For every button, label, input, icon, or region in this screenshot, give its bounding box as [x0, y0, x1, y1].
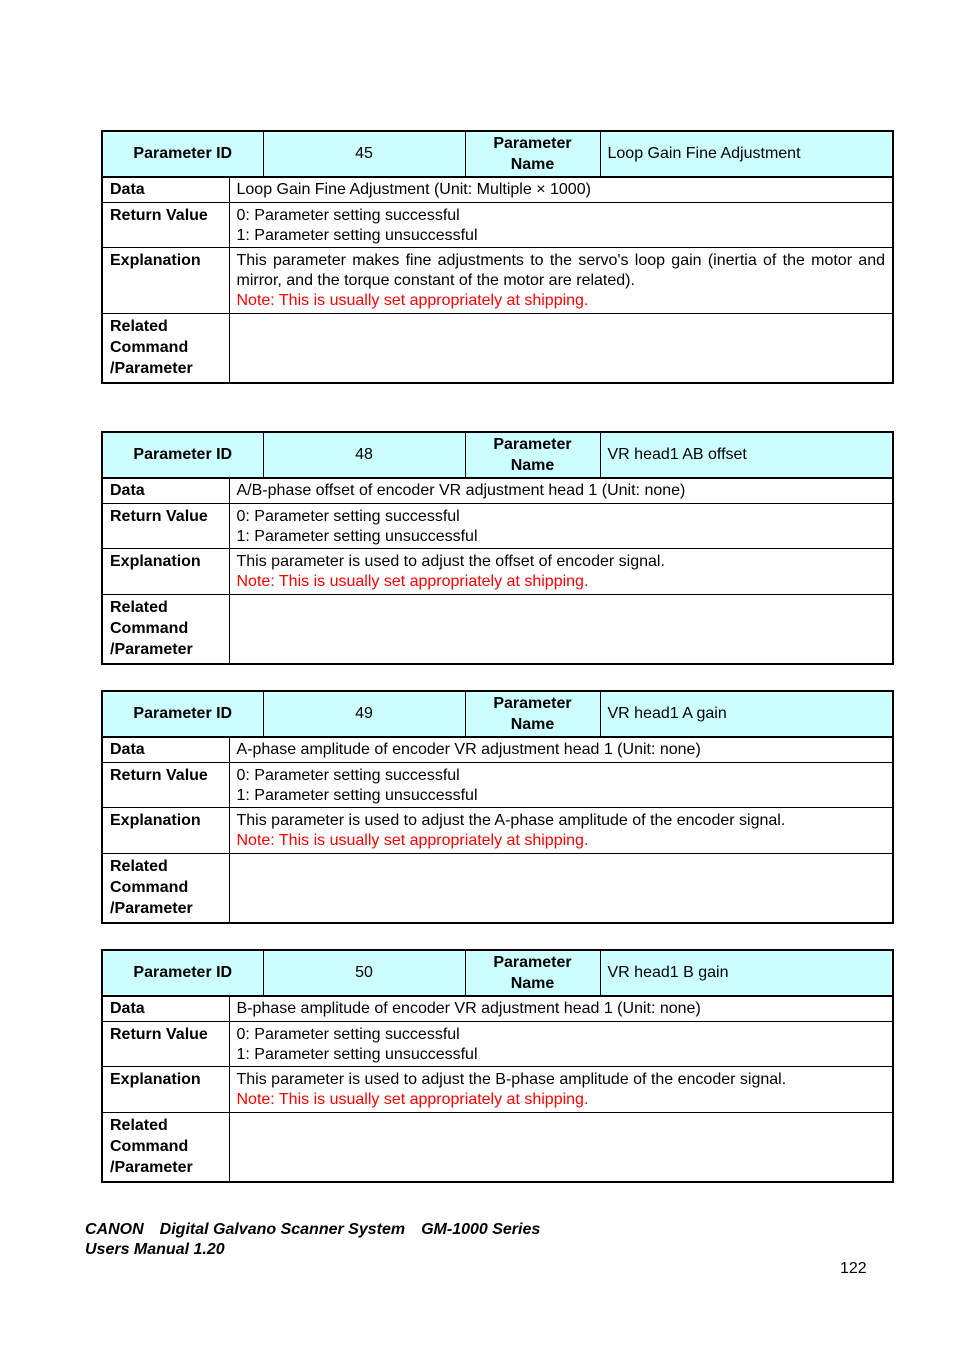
- explanation-cell: [229, 1067, 893, 1113]
- return-value-cell: [229, 203, 893, 248]
- related-command-label: Related Command /Parameter: [102, 854, 229, 924]
- shipping-note: Note: This is usually set appropriately at shipping.: [236, 1091, 589, 1108]
- shipping-note: Note: This is usually set appropriately at shipping.: [236, 573, 589, 590]
- return-value-success: 0: Parameter setting successful: [236, 1026, 460, 1043]
- parameter-name-value: VR head1 AB offset: [600, 432, 893, 478]
- data-label: Data: [102, 177, 229, 203]
- return-value-success: 0: Parameter setting successful: [236, 508, 460, 525]
- data-value: B-phase amplitude of encoder VR adjustment head 1 (Unit: none): [229, 996, 893, 1022]
- parameter-id-label: Parameter ID: [102, 950, 263, 996]
- return-value-failure: 1: Parameter setting unsuccessful: [236, 528, 478, 545]
- parameter-id-label: Parameter ID: [102, 432, 263, 478]
- related-command-value: [229, 314, 893, 384]
- data-label: Data: [102, 996, 229, 1022]
- explanation-cell: [229, 808, 893, 854]
- document-footer: [85, 1220, 540, 1260]
- related-command-value: [229, 854, 893, 924]
- data-value: Loop Gain Fine Adjustment (Unit: Multiple × 1000): [229, 177, 893, 203]
- return-value-label: Return Value: [102, 504, 229, 549]
- parameter-name-label: Parameter Name: [465, 432, 600, 478]
- return-value-label: Return Value: [102, 1022, 229, 1067]
- related-command-value: [229, 1113, 893, 1183]
- parameter-id-label: Parameter ID: [102, 131, 263, 177]
- parameter-table: [101, 130, 894, 384]
- parameter-id-value: 49: [263, 691, 465, 737]
- explanation-label: Explanation: [102, 549, 229, 595]
- data-value: A/B-phase offset of encoder VR adjustment head 1 (Unit: none): [229, 478, 893, 504]
- explanation-text: This parameter is used to adjust the offset of encoder signal.: [236, 553, 665, 570]
- return-value-failure: 1: Parameter setting unsuccessful: [236, 1046, 478, 1063]
- explanation-text: This parameter makes fine adjustments to the servo's loop gain (inertia of the motor and mirror, and the torque constant of the motor are related).: [236, 252, 885, 289]
- parameter-table: [101, 690, 894, 924]
- explanation-label: Explanation: [102, 1067, 229, 1113]
- related-command-label: Related Command /Parameter: [102, 1113, 229, 1183]
- footer-manual-version: Users Manual 1.20: [85, 1241, 225, 1258]
- data-label: Data: [102, 478, 229, 504]
- parameter-id-value: 48: [263, 432, 465, 478]
- parameter-table: [101, 949, 894, 1183]
- related-command-value: [229, 595, 893, 665]
- parameter-name-label: Parameter Name: [465, 950, 600, 996]
- shipping-note: Note: This is usually set appropriately at shipping.: [236, 292, 589, 309]
- parameter-name-label: Parameter Name: [465, 131, 600, 177]
- parameter-name-value: VR head1 A gain: [600, 691, 893, 737]
- parameter-name-label: Parameter Name: [465, 691, 600, 737]
- return-value-cell: [229, 1022, 893, 1067]
- parameter-name-value: VR head1 B gain: [600, 950, 893, 996]
- data-value: A-phase amplitude of encoder VR adjustment head 1 (Unit: none): [229, 737, 893, 763]
- parameter-name-value: Loop Gain Fine Adjustment: [600, 131, 893, 177]
- return-value-cell: [229, 504, 893, 549]
- return-value-label: Return Value: [102, 763, 229, 808]
- explanation-label: Explanation: [102, 808, 229, 854]
- explanation-cell: [229, 549, 893, 595]
- parameter-id-value: 45: [263, 131, 465, 177]
- return-value-success: 0: Parameter setting successful: [236, 767, 460, 784]
- explanation-cell: [229, 248, 893, 314]
- parameter-id-value: 50: [263, 950, 465, 996]
- parameter-id-label: Parameter ID: [102, 691, 263, 737]
- return-value-label: Return Value: [102, 203, 229, 248]
- explanation-text: This parameter is used to adjust the A-phase amplitude of the encoder signal.: [236, 812, 786, 829]
- return-value-failure: 1: Parameter setting unsuccessful: [236, 227, 478, 244]
- related-command-label: Related Command /Parameter: [102, 595, 229, 665]
- related-command-label: Related Command /Parameter: [102, 314, 229, 384]
- footer-product-line: CANON Digital Galvano Scanner System GM-1000 Series: [85, 1221, 541, 1238]
- explanation-text: This parameter is used to adjust the B-phase amplitude of the encoder signal.: [236, 1071, 787, 1088]
- page-number: 122: [840, 1260, 867, 1277]
- return-value-success: 0: Parameter setting successful: [236, 207, 460, 224]
- explanation-label: Explanation: [102, 248, 229, 314]
- return-value-failure: 1: Parameter setting unsuccessful: [236, 787, 478, 804]
- shipping-note: Note: This is usually set appropriately at shipping.: [236, 832, 589, 849]
- parameter-table: [101, 431, 894, 665]
- data-label: Data: [102, 737, 229, 763]
- return-value-cell: [229, 763, 893, 808]
